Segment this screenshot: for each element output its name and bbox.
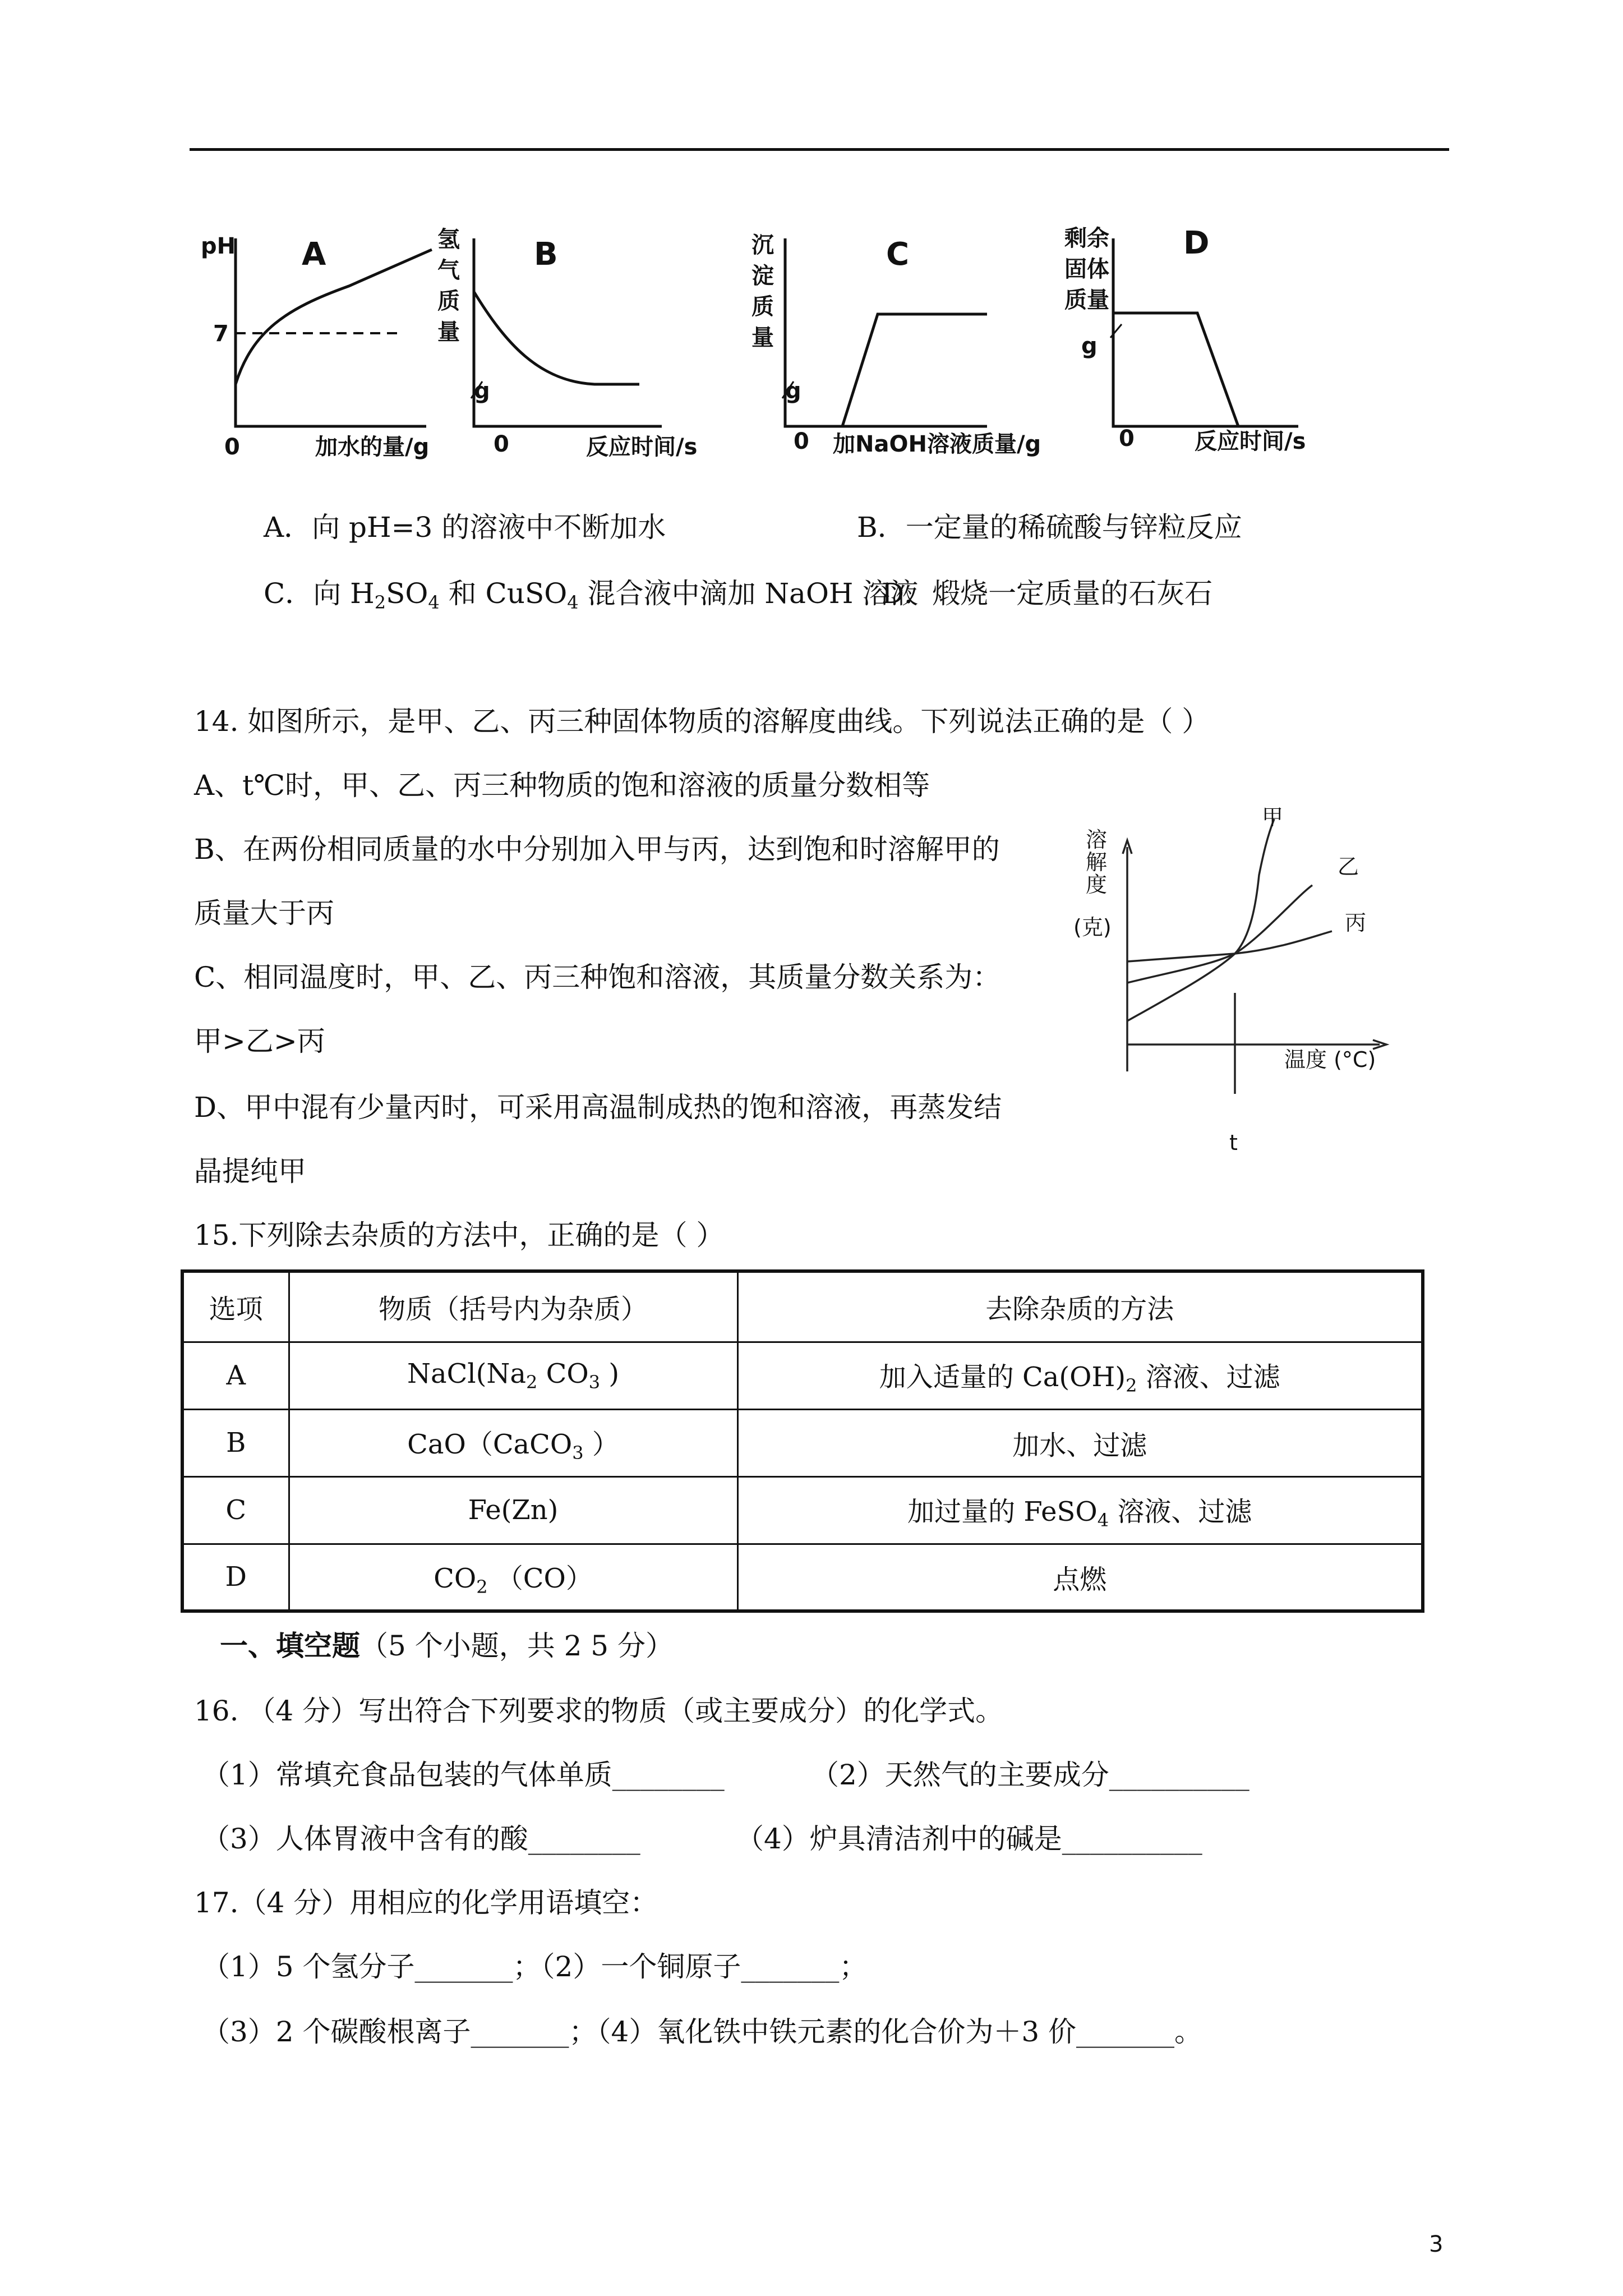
graph-b-y-char: 气: [437, 257, 460, 283]
graph-c-y-unit: g: [785, 378, 801, 404]
graph-a-origin: 0: [224, 434, 240, 460]
graph-b-origin: 0: [494, 431, 509, 457]
table-header-cell: 选项: [182, 1271, 289, 1342]
graph-c-y-char: 沉: [751, 232, 774, 258]
curve-yi: [1127, 885, 1312, 983]
solubility-y-char: (克): [1073, 915, 1112, 940]
option-13a: A．向 pH=3 的溶液中不断加水: [264, 511, 666, 544]
table-cell-option: C: [182, 1476, 289, 1544]
table-cell-method: 加入适量的 $Ca(OH)_2$ 溶液、过滤: [737, 1342, 1423, 1409]
graph-b-y-char: 量: [437, 319, 460, 345]
table-header-row: [182, 1271, 1423, 1342]
series-label-jia: 甲: [1262, 805, 1284, 830]
header-rule: [190, 148, 1449, 151]
q16-item-4: （4）炉具清洁剂中的碱是__________: [736, 1823, 1202, 1855]
table-cell-method: 加过量的 FeSO$_4$ 溶液、过滤: [737, 1476, 1423, 1544]
graph-b-y-unit: g: [474, 378, 490, 404]
option-14c-line1: C、相同温度时，甲、乙、丙三种饱和溶液，其质量分数关系为：: [194, 961, 1001, 993]
series-label-bing: 丙: [1345, 910, 1367, 935]
table-cell-substance: $NaCl(Na_2$ $CO_3$ ): [289, 1342, 737, 1409]
table-row: [182, 1476, 1423, 1544]
q16-item-2: （2）天然气的主要成分__________: [811, 1759, 1249, 1791]
graph-c-y-char: 淀: [751, 263, 774, 289]
q16-item-3: （3）人体胃液中含有的酸________: [202, 1823, 640, 1855]
table-cell-substance: $CO_2$ （CO）: [289, 1544, 737, 1611]
graph-d-y-char: 质量: [1064, 287, 1109, 313]
graph-b-y-char: 氢: [437, 227, 460, 252]
graph-a-x-label: 加水的量/g: [315, 434, 430, 460]
option-13c: [264, 577, 918, 619]
graph-b-x-label: 反应时间/s: [586, 434, 698, 460]
graph-c-line: [785, 314, 987, 426]
section-heading: [220, 1629, 674, 1663]
question-13-graphs: [191, 213, 1357, 482]
option-13c-text: C．向 H: [264, 577, 375, 610]
graph-c-y-char: 量: [751, 325, 774, 351]
graph-a-curve: [236, 250, 432, 384]
question-16-stem: 16. （4 分）写出符合下列要求的物质（或主要成分）的化学式。: [194, 1695, 1004, 1727]
option-14d-line2: 晶提纯甲: [194, 1155, 306, 1188]
graph-d-x-label: 反应时间/s: [1195, 429, 1306, 454]
question-15-stem: 15.下列除去杂质的方法中，正确的是（ ）: [194, 1219, 725, 1251]
option-14b-line1: B、在两份相同质量的水中分别加入甲与丙，达到饱和时溶解甲的: [194, 833, 1000, 866]
series-label-yi: 乙: [1338, 854, 1359, 879]
option-14c-line2: 甲>乙>丙: [194, 1025, 325, 1057]
subscript: 2: [374, 592, 386, 613]
graph-d-y-char: 固体: [1064, 256, 1109, 282]
q17-line-2: （3）2 个碳酸根离子_______；（4）氧化铁中铁元素的化合价为＋3 价_______。: [202, 2016, 1203, 2048]
question-17-stem: 17.（4 分）用相应的化学用语填空：: [194, 1887, 658, 1919]
curve-jia: [1127, 819, 1274, 1021]
graph-a-y-label: pH: [201, 233, 236, 259]
q17-line-1: （1）5 个氢分子_______；（2）一个铜原子_______；: [202, 1950, 868, 1983]
question-14-stem: 14. 如图所示，是甲、乙、丙三种固体物质的溶解度曲线。下列说法正确的是（ ）: [194, 705, 1210, 738]
table-cell-method: 点燃: [737, 1544, 1423, 1611]
graph-c-origin: 0: [794, 429, 809, 454]
option-13c-text: 混合液中滴加 NaOH 溶液: [578, 577, 919, 610]
graph-c-x-label: 加NaOH溶液质量/g: [833, 431, 1041, 457]
graph-a-seven: 7: [213, 321, 229, 347]
table-cell-option: D: [182, 1544, 289, 1611]
solubility-y-char: 度: [1086, 872, 1108, 897]
option-13c-text: SO: [386, 577, 428, 610]
graph-b-curve: [474, 292, 639, 384]
t-label: t: [1229, 1130, 1238, 1155]
table-header-cell: 物质（括号内为杂质）: [289, 1271, 737, 1342]
graph-d-letter: D: [1183, 225, 1210, 261]
solubility-graph: [1066, 802, 1458, 1161]
table-cell-method: 加水、过滤: [737, 1409, 1423, 1476]
section-title: 一、填空题: [220, 1629, 360, 1662]
table-header-cell: 去除杂质的方法: [737, 1271, 1423, 1342]
table-row: [182, 1544, 1423, 1611]
option-13b: B．一定量的稀硫酸与锌粒反应: [857, 511, 1242, 544]
graph-b-letter: B: [534, 236, 558, 273]
graph-a-letter: A: [302, 236, 326, 273]
graph-d-origin: 0: [1119, 426, 1135, 452]
graph-b-y-char: 质: [437, 288, 460, 314]
q16-item-1: （1）常填充食品包装的气体单质________: [202, 1759, 725, 1791]
option-14b-line2: 质量大于丙: [194, 897, 334, 930]
table-cell-substance: CaO（CaCO$_3$ ）: [289, 1409, 737, 1476]
section-note: （5 个小题，共 2 5 分）: [360, 1630, 674, 1662]
option-13d: D．煅烧一定质量的石灰石: [882, 577, 1213, 610]
graph-d-line: [1113, 313, 1238, 426]
table-row: [182, 1342, 1423, 1409]
subscript: 4: [567, 592, 579, 613]
graph-c-y-char: 质: [751, 294, 774, 320]
solubility-x-label: 温度 (°C): [1284, 1047, 1376, 1072]
solubility-y-char: 溶: [1086, 827, 1108, 852]
table-cell-substance: Fe(Zn): [289, 1476, 737, 1544]
table-cell-option: B: [182, 1409, 289, 1476]
subscript: 4: [428, 592, 440, 613]
solubility-y-char: 解: [1086, 850, 1108, 875]
graph-d-y-unit: g: [1081, 333, 1098, 359]
table-row: [182, 1409, 1423, 1476]
option-13c-text: 和 CuSO: [439, 577, 568, 610]
impurity-table: [181, 1269, 1424, 1613]
option-14a: A、t℃时，甲、乙、丙三种物质的饱和溶液的质量分数相等: [194, 769, 930, 802]
graph-c-letter: C: [886, 236, 910, 273]
graph-d-y-char: 剩余: [1064, 226, 1109, 251]
option-14d-line1: D、甲中混有少量丙时，可采用高温制成热的饱和溶液，再蒸发结: [194, 1091, 1002, 1124]
table-cell-option: A: [182, 1342, 289, 1409]
page-number: 3: [1429, 2231, 1444, 2257]
